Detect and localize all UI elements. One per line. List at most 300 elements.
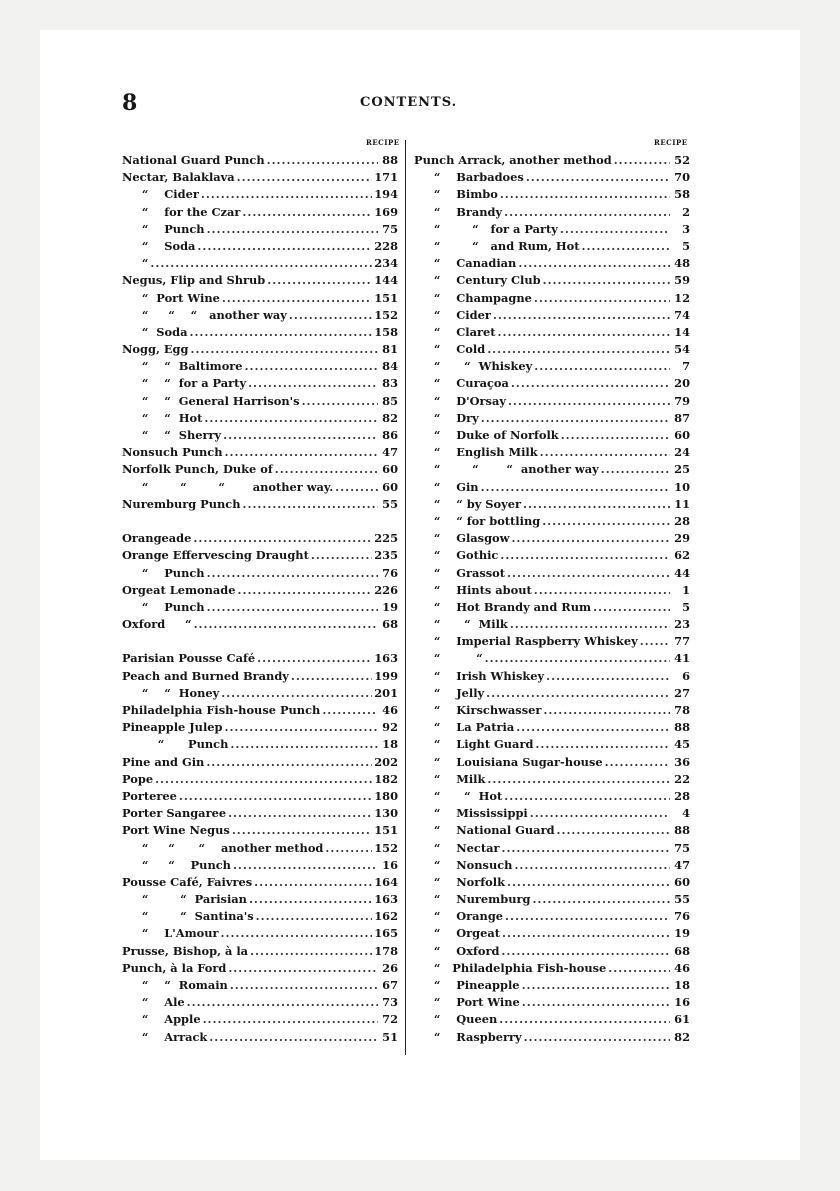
entry-label: Parisian Pousse Café	[122, 651, 256, 666]
entry-label: “ Punch	[122, 737, 229, 752]
index-entry	[414, 668, 690, 685]
entry-page-number: 60	[382, 479, 398, 494]
entry-label: “ Barbadoes	[414, 170, 524, 185]
entry-page-number: 36	[674, 754, 690, 769]
leader-dots	[640, 633, 670, 650]
entry-label: “ Glasgow	[414, 531, 510, 546]
entry-label: Orgeat Lemonade	[122, 582, 236, 597]
index-entry	[414, 530, 690, 547]
entry-label: “ Punch	[122, 599, 205, 614]
leader-dots	[335, 479, 378, 496]
entry-page-number: 152	[374, 307, 398, 322]
leader-dots	[245, 358, 378, 375]
entry-page-number: 3	[682, 221, 690, 236]
index-entry	[414, 204, 690, 221]
leader-dots	[502, 925, 670, 942]
leader-dots	[248, 375, 378, 392]
entry-label: Prusse, Bishop, à la	[122, 943, 249, 958]
entry-label: “ “ Hot	[122, 410, 203, 425]
entry-page-number: 67	[382, 978, 398, 992]
entry-label: “ Arrack	[122, 1029, 208, 1044]
leader-dots	[207, 221, 378, 238]
index-entry	[122, 358, 398, 375]
index-entry	[122, 186, 398, 203]
index-entry	[122, 255, 398, 272]
entry-page-number: 23	[674, 617, 690, 632]
index-entry	[122, 616, 398, 633]
leader-dots	[223, 427, 378, 444]
entry-page-number: 171	[374, 170, 398, 185]
entry-label: “ Cider	[122, 187, 199, 202]
index-entry	[122, 908, 398, 925]
entry-label: “ Ale	[122, 995, 185, 1010]
leader-dots	[526, 169, 670, 186]
entry-label: “ “ for a Party	[414, 221, 558, 236]
entry-label: “ Port Wine	[414, 995, 520, 1010]
leader-dots	[242, 204, 372, 221]
entry-page-number: 88	[674, 823, 690, 838]
entry-label: Punch, à la Ford	[122, 960, 227, 975]
index-entry	[414, 960, 690, 977]
entry-label: “ Raspberry	[414, 1029, 522, 1044]
entry-label: “ Philadelphia Fish-house	[414, 960, 607, 975]
leader-dots	[193, 530, 372, 547]
index-entry	[414, 272, 690, 289]
entry-label: “ “ for bottling	[414, 513, 541, 528]
index-entry	[122, 599, 398, 616]
index-entry	[414, 358, 690, 375]
leader-dots	[322, 702, 378, 719]
index-entry	[122, 994, 398, 1011]
entry-label: “ Pineapple	[414, 978, 520, 992]
entry-label: Orangeade	[122, 531, 192, 546]
entry-label: “	[122, 256, 149, 271]
leader-dots	[194, 616, 378, 633]
entry-label: “ “	[414, 651, 483, 666]
index-entry	[122, 393, 398, 410]
entry-page-number: 202	[374, 754, 398, 769]
entry-page-number: 20	[674, 376, 690, 391]
index-entry	[414, 513, 690, 530]
entry-label: “ Imperial Raspberry Whiskey	[414, 634, 638, 649]
entry-page-number: 151	[374, 823, 398, 838]
index-entry	[122, 152, 398, 169]
entry-label: “ Grassot	[414, 565, 506, 580]
index-entry	[414, 788, 690, 805]
leader-dots	[254, 874, 372, 891]
leader-dots	[221, 925, 373, 942]
index-entry	[414, 736, 690, 753]
leader-dots	[501, 943, 670, 960]
entry-page-number: 194	[374, 187, 398, 202]
index-entry	[414, 324, 690, 341]
index-entry	[414, 857, 690, 874]
leader-dots	[150, 255, 372, 272]
index-entry	[414, 616, 690, 633]
index-entry	[122, 719, 398, 736]
entry-page-number: 225	[374, 531, 398, 546]
leader-dots	[543, 272, 670, 289]
entry-label: “ Cold	[414, 342, 486, 357]
leader-dots	[487, 771, 670, 788]
leader-dots	[221, 685, 372, 702]
index-entry	[414, 255, 690, 272]
leader-dots	[232, 822, 372, 839]
leader-dots	[190, 341, 378, 358]
page-title: CONTENTS.	[360, 95, 458, 110]
entry-page-number: 55	[382, 496, 398, 511]
leader-dots	[275, 461, 378, 478]
entry-page-number: 84	[382, 359, 398, 374]
leader-dots	[224, 719, 378, 736]
entry-label: “ Punch	[122, 565, 205, 580]
leader-dots	[311, 547, 372, 564]
leader-dots	[504, 204, 670, 221]
index-gap	[122, 633, 398, 650]
entry-page-number: 60	[674, 428, 690, 442]
leader-dots	[510, 616, 670, 633]
index-entry	[414, 410, 690, 427]
entry-label: “ Jelly	[414, 685, 485, 700]
entry-page-number: 77	[674, 634, 690, 649]
entry-label: “ Orange	[414, 909, 504, 924]
entry-label: “ Milk	[414, 771, 486, 786]
leader-dots	[228, 960, 378, 977]
entry-page-number: 199	[374, 668, 398, 683]
entry-page-number: 87	[674, 410, 690, 425]
entry-page-number: 6	[682, 668, 690, 683]
entry-page-number: 73	[382, 995, 398, 1010]
index-entry	[414, 290, 690, 307]
entry-label: Pine and Gin	[122, 754, 205, 769]
entry-label: “ Nuremburg	[414, 892, 531, 907]
leader-dots	[325, 840, 372, 857]
entry-page-number: 14	[674, 324, 690, 339]
index-entry	[122, 650, 398, 667]
entry-label: Punch Arrack, another method	[414, 153, 612, 167]
entry-page-number: 28	[674, 513, 690, 528]
entry-page-number: 92	[382, 720, 398, 735]
entry-page-number: 52	[674, 153, 690, 167]
entry-page-number: 75	[382, 221, 398, 236]
entry-label: “ Norfolk	[414, 874, 505, 889]
entry-label: “ Dry	[414, 410, 479, 425]
entry-page-number: 68	[382, 617, 398, 632]
entry-page-number: 60	[674, 874, 690, 889]
leader-dots	[608, 960, 670, 977]
entry-label: “ “ Santina's	[122, 909, 254, 924]
leader-dots	[233, 857, 378, 874]
index-entry	[122, 736, 398, 753]
index-entry	[414, 169, 690, 186]
entry-page-number: 162	[374, 909, 398, 924]
leader-dots	[189, 324, 372, 341]
index-entry	[414, 186, 690, 203]
leader-dots	[560, 221, 670, 238]
index-entry	[414, 840, 690, 857]
leader-dots	[505, 908, 670, 925]
entry-label: “ Hot Brandy and Rum	[414, 599, 592, 614]
leader-dots	[534, 582, 670, 599]
leader-dots	[500, 547, 670, 564]
entry-page-number: 182	[374, 771, 398, 786]
index-entry	[414, 977, 690, 994]
entry-page-number: 78	[674, 703, 690, 717]
leader-dots	[605, 754, 670, 771]
entry-label: Nonsuch Punch	[122, 445, 223, 460]
index-entry	[414, 427, 690, 444]
entry-label: “ Cider	[414, 307, 491, 322]
entry-page-number: 165	[374, 926, 398, 941]
entry-page-number: 18	[674, 978, 690, 992]
entry-page-number: 19	[674, 926, 690, 941]
entry-page-number: 11	[674, 496, 690, 511]
entry-page-number: 164	[374, 874, 398, 889]
entry-page-number: 61	[674, 1012, 690, 1027]
entry-label: “ Oxford	[414, 943, 500, 958]
leader-dots	[302, 393, 378, 410]
index-entry	[122, 977, 398, 994]
entry-label: “ Nectar	[414, 840, 500, 855]
index-entry	[414, 582, 690, 599]
index-entry	[122, 925, 398, 942]
entry-label: “ “ “ another way	[414, 462, 599, 477]
entry-label: “ Champagne	[414, 290, 532, 305]
entry-label: “ Gin	[414, 479, 479, 494]
entry-page-number: 5	[682, 599, 690, 614]
index-entry	[414, 152, 690, 169]
entry-page-number: 5	[682, 238, 690, 253]
leader-dots	[511, 375, 670, 392]
entry-label: Port Wine Negus	[122, 823, 230, 838]
index-entry	[414, 943, 690, 960]
index-entry	[122, 479, 398, 496]
leader-dots	[256, 908, 373, 925]
index-entry	[414, 307, 690, 324]
entry-label: “ Mississippi	[414, 806, 528, 821]
index-entry	[414, 221, 690, 238]
index-entry	[122, 668, 398, 685]
leader-dots	[508, 393, 670, 410]
leader-dots	[582, 238, 671, 255]
leader-dots	[507, 874, 670, 891]
entry-label: “ Canadian	[414, 256, 517, 271]
entry-page-number: 44	[674, 565, 690, 580]
entry-page-number: 88	[674, 720, 690, 735]
entry-page-number: 75	[674, 840, 690, 855]
entry-page-number: 59	[674, 273, 690, 288]
entry-label: “ “ Parisian	[122, 892, 247, 907]
entry-label: “ Hints about	[414, 582, 532, 597]
entry-page-number: 82	[382, 410, 398, 425]
entry-label: “ “ and Rum, Hot	[414, 238, 580, 253]
entry-page-number: 28	[674, 788, 690, 803]
entry-label: “ D'Orsay	[414, 393, 506, 408]
entry-page-number: 60	[382, 462, 398, 477]
index-entry	[122, 461, 398, 478]
leader-dots	[507, 565, 670, 582]
leader-dots	[267, 272, 372, 289]
entry-page-number: 62	[674, 548, 690, 563]
leader-dots	[504, 788, 670, 805]
entry-label: “ “ “ another way	[122, 307, 287, 322]
leader-dots	[500, 186, 670, 203]
entry-page-number: 46	[382, 703, 398, 717]
entry-label: Porteree	[122, 788, 177, 803]
leader-dots	[207, 599, 378, 616]
entry-page-number: 2	[682, 204, 690, 219]
entry-page-number: 169	[374, 204, 398, 219]
entry-page-number: 47	[674, 857, 690, 872]
index-entry	[414, 496, 690, 513]
index-entry	[414, 633, 690, 650]
leader-dots	[207, 565, 378, 582]
entry-page-number: 27	[674, 685, 690, 700]
index-entry	[122, 204, 398, 221]
entry-label: “ Queen	[414, 1012, 498, 1027]
entry-page-number: 82	[674, 1029, 690, 1044]
index-entry	[414, 891, 690, 908]
entry-page-number: 228	[374, 238, 398, 253]
entry-page-number: 163	[374, 892, 398, 907]
entry-page-number: 25	[674, 462, 690, 477]
leader-dots	[511, 530, 670, 547]
leader-dots	[204, 410, 378, 427]
entry-page-number: 130	[374, 806, 398, 821]
entry-page-number: 7	[682, 359, 690, 374]
entry-label: “ “ for a Party	[122, 376, 247, 391]
column-divider	[405, 140, 406, 1055]
index-entry	[414, 479, 690, 496]
leader-dots	[486, 685, 670, 702]
index-entry	[414, 805, 690, 822]
entry-label: “ Port Wine	[122, 290, 220, 305]
entry-label: “ “ Romain	[122, 978, 228, 992]
entry-page-number: 72	[382, 1012, 398, 1027]
entry-page-number: 68	[674, 943, 690, 958]
entry-label: “ “ by Soyer	[414, 496, 521, 511]
leader-dots	[557, 822, 670, 839]
leader-dots	[289, 307, 372, 324]
leader-dots	[237, 169, 373, 186]
entry-label: “ Bimbo	[414, 187, 498, 202]
index-entry	[122, 1011, 398, 1028]
entry-page-number: 144	[374, 273, 398, 288]
index-entry	[122, 857, 398, 874]
index-entry	[414, 771, 690, 788]
entry-label: “ Brandy	[414, 204, 503, 219]
entry-label: “ Irish Whiskey	[414, 668, 545, 683]
leader-dots	[498, 324, 670, 341]
index-entry	[414, 461, 690, 478]
entry-label: Philadelphia Fish-house Punch	[122, 703, 321, 717]
index-entry	[414, 822, 690, 839]
entry-label: “ “ Honey	[122, 685, 220, 700]
entry-label: Nectar, Balaklava	[122, 170, 235, 185]
index-entry	[414, 444, 690, 461]
left-index-column	[122, 152, 398, 1046]
index-gap	[122, 513, 398, 530]
leader-dots	[187, 994, 378, 1011]
index-entry	[122, 943, 398, 960]
left-column-header: RECIPE	[366, 138, 400, 147]
entry-label: “ Kirschwasser	[414, 703, 542, 717]
right-index-column	[414, 152, 690, 1046]
entry-label: Nogg, Egg	[122, 342, 189, 357]
index-entry	[414, 754, 690, 771]
entry-page-number: 81	[382, 342, 398, 357]
index-entry	[414, 341, 690, 358]
right-column-header: RECIPE	[654, 138, 688, 147]
index-entry	[414, 547, 690, 564]
leader-dots	[179, 788, 372, 805]
entry-label: “ Light Guard	[414, 737, 534, 752]
leader-dots	[291, 668, 372, 685]
index-entry	[414, 702, 690, 719]
entry-label: Pousse Café, Faivres	[122, 874, 253, 889]
leader-dots	[522, 994, 670, 1011]
leader-dots	[206, 754, 372, 771]
entry-label: “ Orgeat	[414, 926, 501, 941]
leader-dots	[203, 1011, 378, 1028]
leader-dots	[523, 496, 670, 513]
entry-label: Negus, Flip and Shrub	[122, 273, 266, 288]
entry-label: “ “ General Harrison's	[122, 393, 300, 408]
leader-dots	[230, 977, 378, 994]
entry-page-number: 83	[382, 376, 398, 391]
leader-dots	[535, 736, 670, 753]
index-entry	[122, 547, 398, 564]
leader-dots	[518, 255, 670, 272]
entry-label: “ Claret	[414, 324, 496, 339]
entry-page-number: 234	[374, 256, 398, 271]
index-entry	[122, 822, 398, 839]
entry-page-number: 180	[374, 788, 398, 803]
leader-dots	[257, 650, 372, 667]
entry-page-number: 26	[382, 960, 398, 975]
entry-page-number: 16	[674, 995, 690, 1010]
entry-page-number: 19	[382, 599, 398, 614]
entry-page-number: 41	[674, 651, 690, 666]
index-entry	[122, 754, 398, 771]
index-entry	[122, 874, 398, 891]
index-entry	[414, 1029, 690, 1046]
leader-dots	[201, 186, 372, 203]
entry-label: Orange Effervescing Draught	[122, 548, 309, 563]
entry-page-number: 70	[674, 170, 690, 185]
index-entry	[414, 685, 690, 702]
index-entry	[414, 874, 690, 891]
index-entry	[414, 565, 690, 582]
entry-page-number: 58	[674, 187, 690, 202]
leader-dots	[230, 736, 378, 753]
index-entry	[122, 496, 398, 513]
entry-page-number: 22	[674, 771, 690, 786]
leader-dots	[238, 582, 373, 599]
entry-page-number: 151	[374, 290, 398, 305]
entry-label: Peach and Burned Brandy	[122, 668, 289, 683]
index-entry	[414, 393, 690, 410]
entry-page-number: 10	[674, 479, 690, 494]
entry-page-number: 163	[374, 651, 398, 666]
index-entry	[122, 685, 398, 702]
entry-label: “ “ “ another method	[122, 840, 324, 855]
index-entry	[122, 960, 398, 977]
leader-dots	[534, 290, 670, 307]
entry-page-number: 86	[382, 428, 398, 442]
entry-label: Nuremburg Punch	[122, 496, 241, 511]
entry-label: “ “ Sherry	[122, 428, 222, 442]
